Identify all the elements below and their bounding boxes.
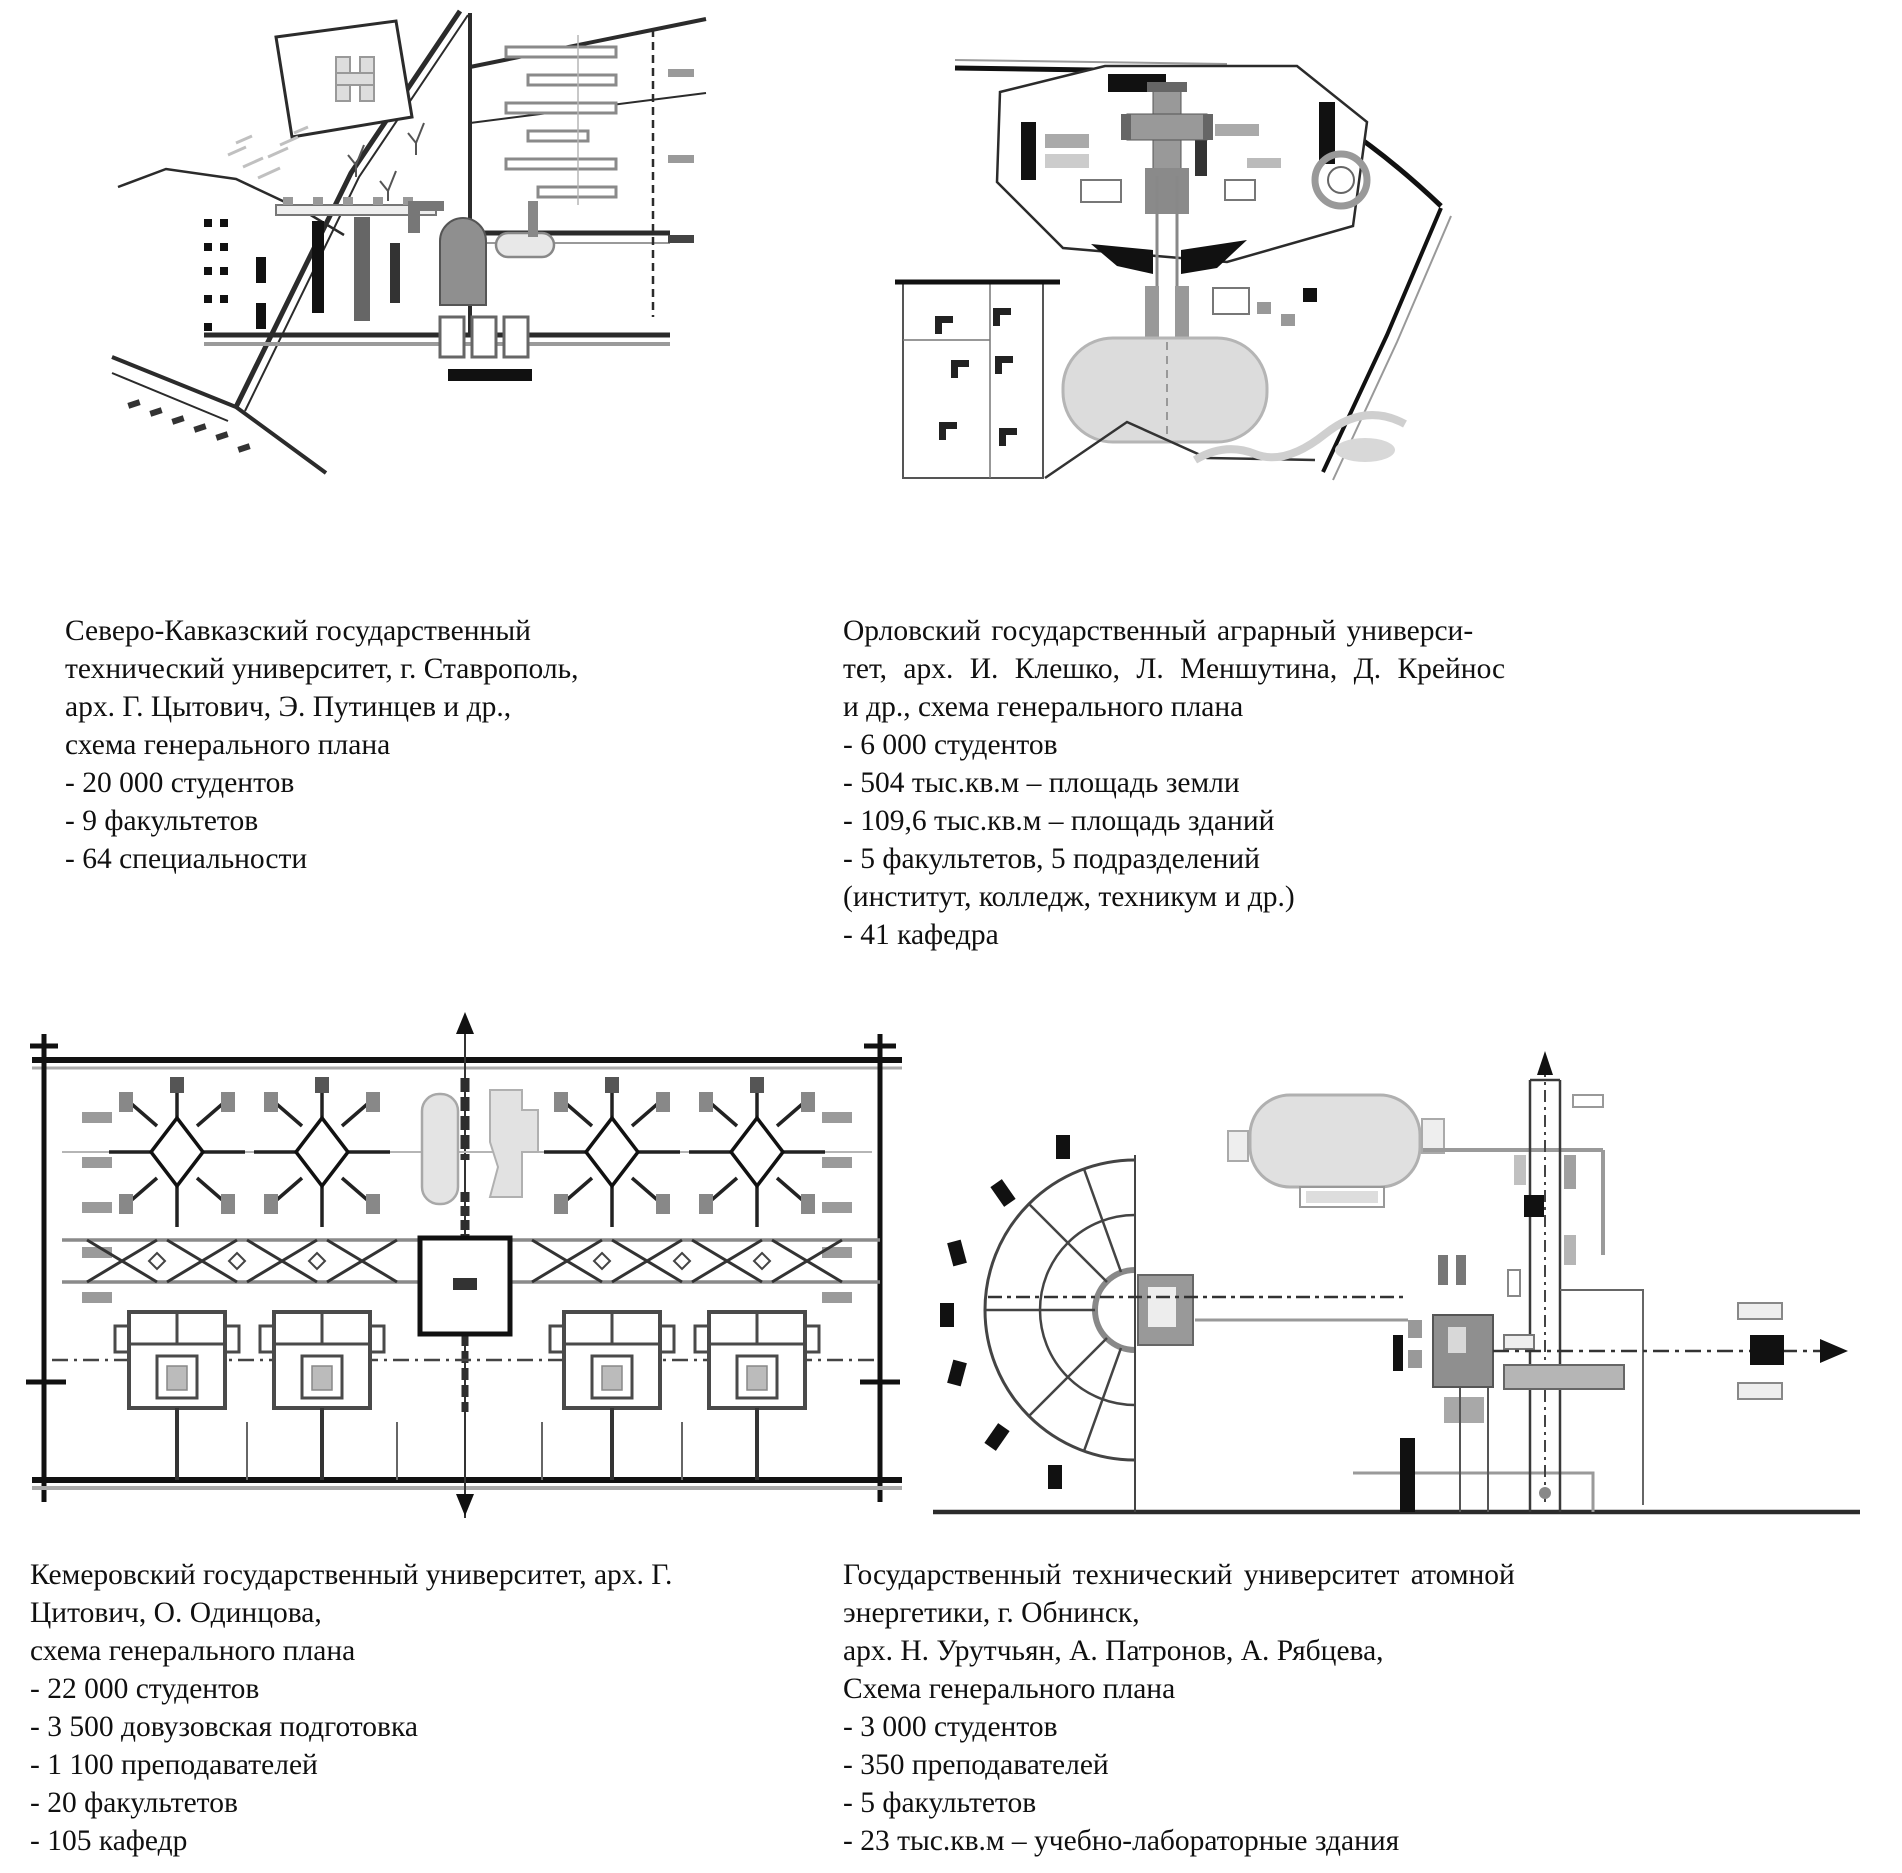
site-plan-kemerovo [22, 982, 912, 1527]
caption-line: - 5 факультетов [843, 1787, 1037, 1819]
site-plan-kemerovo-drawing [22, 982, 912, 1527]
pool-oval [496, 233, 554, 257]
caption-line: - 41 кафедра [843, 919, 999, 951]
caption-line: - 64 специальности [65, 843, 308, 875]
site-plan-stavropol-drawing [108, 5, 708, 475]
caption-line: - 3 000 студентов [843, 1711, 1058, 1743]
caption-line: - 504 тыс.кв.м – площадь земли [843, 767, 1240, 799]
site-plan-obninsk [848, 1035, 1878, 1525]
caption-line: технический университет, г. Ставрополь, [65, 653, 579, 685]
central-block [1145, 168, 1189, 214]
caption-line: схема генерального плана [30, 1635, 356, 1667]
caption-line: - 3 500 довузовская подготовка [30, 1711, 418, 1743]
site-plan-stavropol [108, 5, 708, 475]
fan-edge-blocks [940, 1135, 1070, 1489]
main-building-cluster [1408, 1255, 1624, 1423]
caption-line: - 1 100 преподавателей [30, 1749, 318, 1781]
caption-obninsk [843, 1556, 1543, 1860]
caption-line: Кемеровский государственный университет, арх. Г. [30, 1559, 673, 1591]
caption-line: энергетики, г. Обнинск, [843, 1597, 1140, 1629]
left-parcel [903, 282, 1043, 478]
caption-kemerovo [30, 1556, 750, 1860]
central-pill [422, 1094, 458, 1204]
housing-rows [506, 47, 616, 197]
caption-line: - 9 факультетов [65, 805, 259, 837]
gray-blob [490, 1090, 538, 1197]
caption-line: Северо-Кавказский государственный [65, 615, 531, 647]
site-plan-oryol-drawing [895, 30, 1460, 485]
caption-line: Орловский государственный аграрный универси- [843, 615, 1474, 647]
caption-line: арх. Н. Урутчьян, А. Патронов, А. Рябцева, [843, 1635, 1384, 1667]
caption-line: - 350 преподавателей [843, 1749, 1109, 1781]
caption-line: тет, арх. И. Клешко, Л. Меншутина, Д. Крейнос [843, 653, 1506, 685]
caption-line: (институт, колледж, техникум и др.) [843, 881, 1295, 913]
caption-line: схема генерального плана [65, 729, 391, 761]
caption-line: Схема генерального плана [843, 1673, 1176, 1705]
site-plan-oryol [895, 30, 1460, 485]
small-blocks [204, 219, 228, 331]
fan-building [985, 1155, 1135, 1512]
caption-line: - 5 факультетов, 5 подразделений [843, 843, 1260, 875]
caption-oryol [843, 612, 1523, 954]
caption-line: - 22 000 студентов [30, 1673, 260, 1705]
caption-line: Государственный технический университет атомной [843, 1559, 1515, 1591]
caption-line: - 20 факультетов [30, 1787, 238, 1819]
caption-line: - 20 000 студентов [65, 767, 295, 799]
caption-line: - 6 000 студентов [843, 729, 1058, 761]
boulevard-axis [1530, 1051, 1560, 1512]
caption-line: и др., схема генерального плана [843, 691, 1244, 723]
main-building-round-top [440, 218, 486, 305]
caption-line: - 109,6 тыс.кв.м – площадь зданий [843, 805, 1275, 837]
caption-line: - 23 тыс.кв.м – учебно-лабораторные здания [843, 1825, 1400, 1857]
caption-line: Цитович, О. Одинцова, [30, 1597, 322, 1629]
site-plan-obninsk-drawing [848, 1035, 1878, 1525]
caption-line: арх. Г. Цытович, Э. Путинцев и др., [65, 691, 512, 723]
central-oval-lawn [1063, 338, 1267, 442]
stadium-oval [1250, 1095, 1420, 1187]
caption-stavropol [65, 612, 705, 878]
caption-line: - 105 кафедр [30, 1825, 188, 1857]
